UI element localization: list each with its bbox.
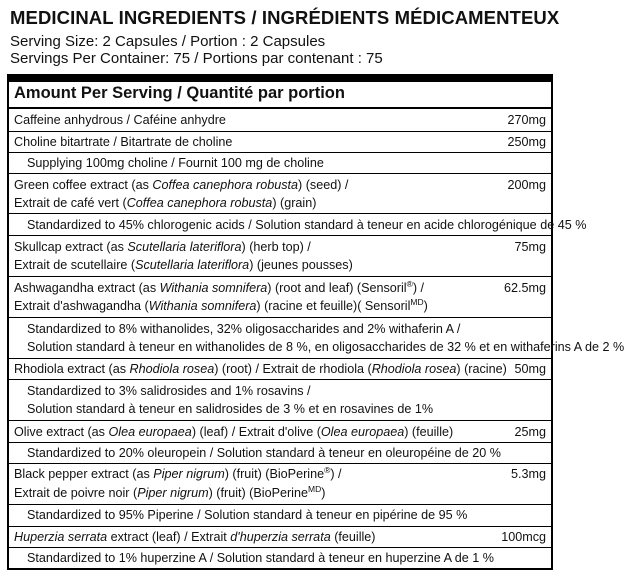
row-divider <box>9 173 551 174</box>
ingredient-green-coffee-line2: Extrait de café vert (Coffea canephora robusta) (grain) <box>14 196 317 210</box>
ingredient-rhodiola-note1: Standardized to 3% salidrosides and 1% rosavins / <box>27 384 311 398</box>
header-divider-bar <box>7 74 553 82</box>
row-divider <box>9 213 551 214</box>
servings-per-container: Servings Per Container: 75 / Portions par contenant : 75 <box>10 50 383 67</box>
ingredient-black-pepper-line1: Black pepper extract (as Piper nigrum) (fruit) (BioPerine®) / <box>14 465 342 481</box>
ingredient-choline-amount: 250mg <box>507 135 546 149</box>
ingredient-green-coffee-amount: 200mg <box>507 178 546 192</box>
ingredient-huperzia-line1: Huperzia serrata extract (leaf) / Extrait d'huperzia serrata (feuille) <box>14 530 376 544</box>
row-divider <box>9 379 551 380</box>
ingredient-caffeine-name: Caffeine anhydrous / Caféine anhydre <box>14 113 226 127</box>
ingredient-huperzia-amount: 100mcg <box>501 530 546 544</box>
header-rule <box>9 107 551 109</box>
ingredient-skullcap-amount: 75mg <box>514 240 546 254</box>
row-divider <box>9 317 551 318</box>
ingredient-green-coffee-line1: Green coffee extract (as Coffea canephora robusta) (seed) / <box>14 178 349 192</box>
ingredient-caffeine-amount: 270mg <box>507 113 546 127</box>
row-divider <box>9 547 551 548</box>
panel-title: MEDICINAL INGREDIENTS / INGRÉDIENTS MÉDICAMENTEUX <box>10 7 560 28</box>
ingredient-green-coffee-note: Standardized to 45% chlorogenic acids / Solution standard à teneur en acide chlorogénique de 45 % <box>27 218 587 232</box>
ingredient-choline-note: Supplying 100mg choline / Fournit 100 mg de choline <box>27 156 324 170</box>
ingredient-skullcap-line2: Extrait de scutellaire (Scutellaria lateriflora) (jeunes pousses) <box>14 258 353 272</box>
ingredient-rhodiola-line1: Rhodiola extract (as Rhodiola rosea) (root) / Extrait de rhodiola (Rhodiola rosea) (racine) <box>14 362 507 376</box>
row-divider <box>9 276 551 277</box>
row-divider <box>9 358 551 359</box>
serving-size: Serving Size: 2 Capsules / Portion : 2 Capsules <box>10 33 326 50</box>
ingredient-ashwagandha-line2: Extrait d'ashwagandha (Withania somnifera) (racine et feuille)( Sensoril$^{MD}$) <box>14 297 428 313</box>
row-divider <box>9 152 551 153</box>
ingredient-black-pepper-amount: 5.3mg <box>510 467 546 481</box>
ingredient-ashwagandha-amount: 62.5mg <box>503 281 546 295</box>
ingredient-black-pepper-note: Standardized to 95% Piperine / Solution standard à teneur en pipérine de 95 % <box>27 508 468 522</box>
ingredient-choline-name: Choline bitartrate / Bitartrate de choline <box>14 135 233 149</box>
amount-per-serving-header: Amount Per Serving / Quantité par portion <box>14 84 345 102</box>
ingredient-olive-amount: 25mg <box>514 425 546 439</box>
row-divider <box>9 463 551 464</box>
ingredient-skullcap-line1: Skullcap extract (as Scutellaria lateriflora) (herb top) / <box>14 240 311 254</box>
row-divider <box>9 526 551 527</box>
row-divider <box>9 235 551 236</box>
ingredient-ashwagandha-note1: Standardized to 8% withanolides, 32% oligosaccharides and 2% withaferin A / <box>27 322 461 336</box>
ingredient-rhodiola-amount: 50mg <box>514 362 546 376</box>
ingredient-olive-line1: Olive extract (as Olea europaea) (leaf) / Extrait d'olive (Olea europaea) (feuille) <box>14 425 454 439</box>
row-divider <box>9 131 551 132</box>
ingredient-ashwagandha-line1: Ashwagandha extract (as Withania somnifera) (root and leaf) (Sensoril®) / <box>14 279 425 295</box>
ingredient-rhodiola-note2: Solution standard à teneur en salidrosides de 3 % et en rosavines de 1% <box>27 402 434 416</box>
ingredient-huperzia-note: Standardized to 1% huperzine A / Solution standard à teneur en huperzine A de 1 % <box>27 551 495 565</box>
row-divider <box>9 442 551 443</box>
row-divider <box>9 420 551 421</box>
row-divider <box>9 504 551 505</box>
ingredient-ashwagandha-note2: Solution standard à teneur en withanolides de 8 %, en oligosaccharides de 32 % et en withaferins A de 2 % <box>27 340 624 354</box>
ingredient-olive-note: Standardized to 20% oleuropein / Solution standard à teneur en oleuropéine de 20 % <box>27 446 502 460</box>
ingredient-black-pepper-line2: Extrait de poivre noir (Piper nigrum) (fruit) (BioPerine$^{MD}$) <box>14 484 326 500</box>
